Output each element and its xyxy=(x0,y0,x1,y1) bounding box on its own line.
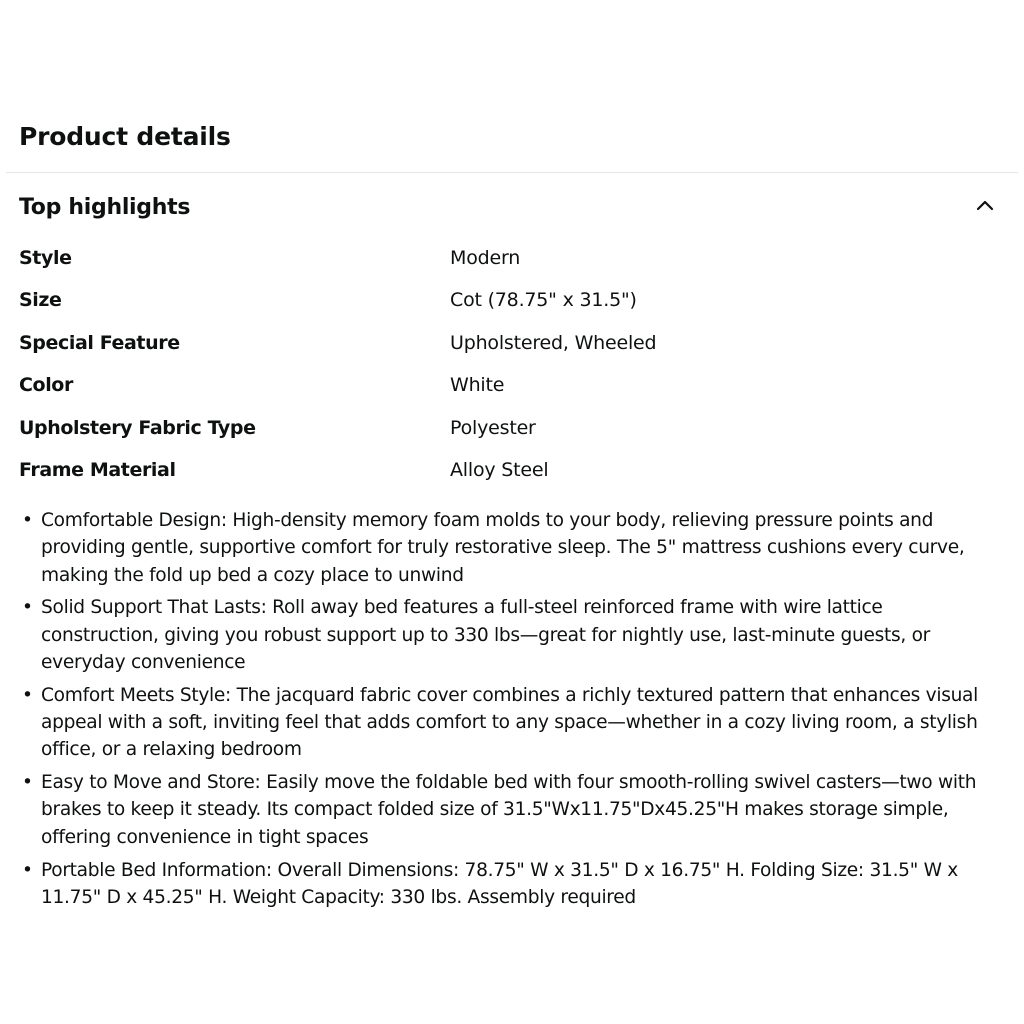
spec-label: Style xyxy=(19,247,72,269)
feature-bullet xyxy=(22,594,1002,676)
bullet-dot-icon: • xyxy=(22,684,33,706)
spec-row xyxy=(19,289,1009,331)
highlights-table xyxy=(19,247,1009,501)
bullet-dot-icon: • xyxy=(22,859,33,881)
section-divider xyxy=(6,172,1018,173)
feature-bullet xyxy=(22,769,1002,851)
spec-value: Cot (78.75" x 31.5") xyxy=(450,289,637,312)
spec-value: Polyester xyxy=(450,416,536,439)
feature-bullet-text: Comfortable Design: High-density memory foam molds to your body, relieving pressure points and providing gentle, supportive comfort for truly restorative sleep. The 5" mattress cushions every curve, making the fold up bed a cozy place to unwind xyxy=(41,510,965,586)
top-highlights-toggle[interactable] xyxy=(0,190,1024,234)
page-title: Product details xyxy=(19,122,231,151)
feature-bullet-text: Comfort Meets Style: The jacquard fabric cover combines a richly textured pattern that enhances visual appeal with a soft, inviting feel that adds comfort to any space—whether in a cozy living room, a stylish office, or a relaxing bedroom xyxy=(41,684,979,761)
feature-bullet-text: Portable Bed Information: Overall Dimensions: 78.75" W x 31.5" D x 16.75" H. Folding Size: 31.5" W x 11.75" D x 45.25" H. Weight Capacity: 330 lbs. Assembly required xyxy=(41,859,958,908)
spec-value: Modern xyxy=(450,247,521,269)
spec-row xyxy=(19,417,1009,459)
feature-bullet xyxy=(22,857,1002,912)
spec-row xyxy=(19,332,1009,374)
section-title: Top highlights xyxy=(19,195,191,220)
feature-bullet-text: Solid Support That Lasts: Roll away bed features a full-steel reinforced frame with wire lattice construction, giving you robust support up to 330 lbs—great for nightly use, last-minute guests, or everyday convenience xyxy=(41,597,931,673)
spec-row xyxy=(19,374,1009,416)
spec-label: Upholstery Fabric Type xyxy=(19,416,256,439)
spec-label: Size xyxy=(19,289,62,312)
spec-label: Color xyxy=(19,374,73,397)
spec-value: White xyxy=(450,374,505,397)
spec-row xyxy=(19,459,1009,501)
bullet-dot-icon: • xyxy=(22,510,33,531)
feature-bullet xyxy=(22,682,1002,764)
feature-bullet xyxy=(22,507,1002,589)
bullet-dot-icon: • xyxy=(22,772,33,794)
feature-bullets xyxy=(22,507,1002,917)
bullet-dot-icon: • xyxy=(22,597,33,619)
spec-value: Upholstered, Wheeled xyxy=(450,331,657,354)
spec-row xyxy=(19,247,1009,289)
spec-label: Special Feature xyxy=(19,331,180,354)
feature-bullet-text: Easy to Move and Store: Easily move the foldable bed with four smooth-rolling swivel casters—two with brakes to keep it steady. Its compact folded size of 31.5"Wx11.75"Dx45.25"H makes storage simple, offering convenience in tight spaces xyxy=(41,772,977,848)
spec-label: Frame Material xyxy=(19,458,176,481)
chevron-up-icon[interactable] xyxy=(974,194,996,216)
spec-value: Alloy Steel xyxy=(450,458,549,481)
